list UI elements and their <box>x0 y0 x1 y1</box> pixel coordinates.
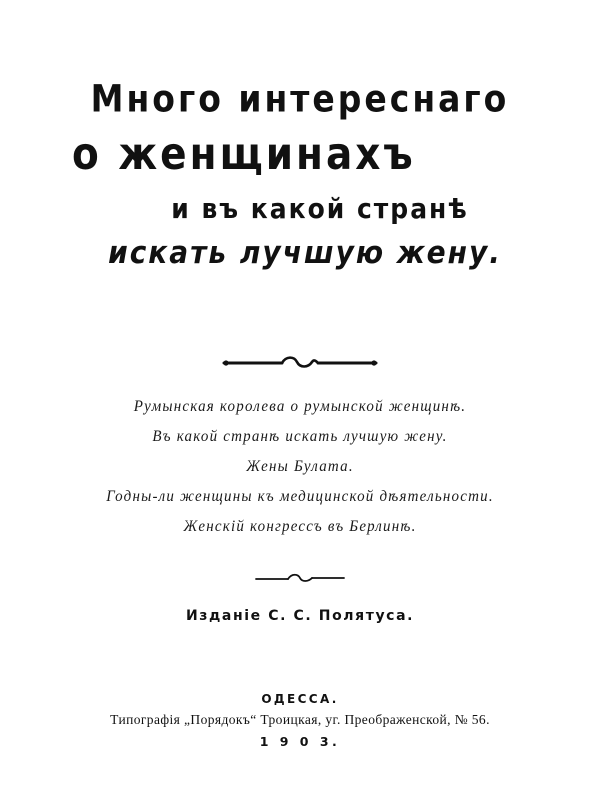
ornament-rule-top <box>0 352 600 374</box>
contents-item: Годны-ли женщины къ медицинской дѣятельности. <box>106 488 494 506</box>
decorative-swash-small-icon <box>250 570 350 586</box>
title-line-4: искать лучшую жену. <box>108 234 502 271</box>
contents-item: Женскій конгрессъ въ Берлинѣ. <box>183 518 417 536</box>
contents-item: Румынская королева о румынской женщинѣ. <box>133 398 467 416</box>
title-line-1: Много интереснаго <box>90 76 510 121</box>
title-line-2: о женщинахъ <box>72 128 416 181</box>
ornament-rule-bottom <box>0 570 600 592</box>
imprint-block <box>0 692 600 749</box>
imprint-press: Типографія „Порядокъ“ Троицкая, уг. Преображенской, № 56. <box>110 712 490 727</box>
imprint-year: 1 9 0 3. <box>259 734 341 749</box>
contents-item: Въ какой странѣ искать лучшую жену. <box>152 428 448 446</box>
contents-item: Жены Булата. <box>246 458 354 476</box>
contents-list <box>0 400 600 550</box>
title-block <box>0 76 600 271</box>
publisher-line: Изданіе С. С. Полятуса. <box>185 608 415 624</box>
title-line-3: и въ какой странѣ <box>171 192 469 225</box>
imprint-city: ОДЕССА. <box>261 692 339 706</box>
decorative-swash-icon <box>220 352 380 372</box>
